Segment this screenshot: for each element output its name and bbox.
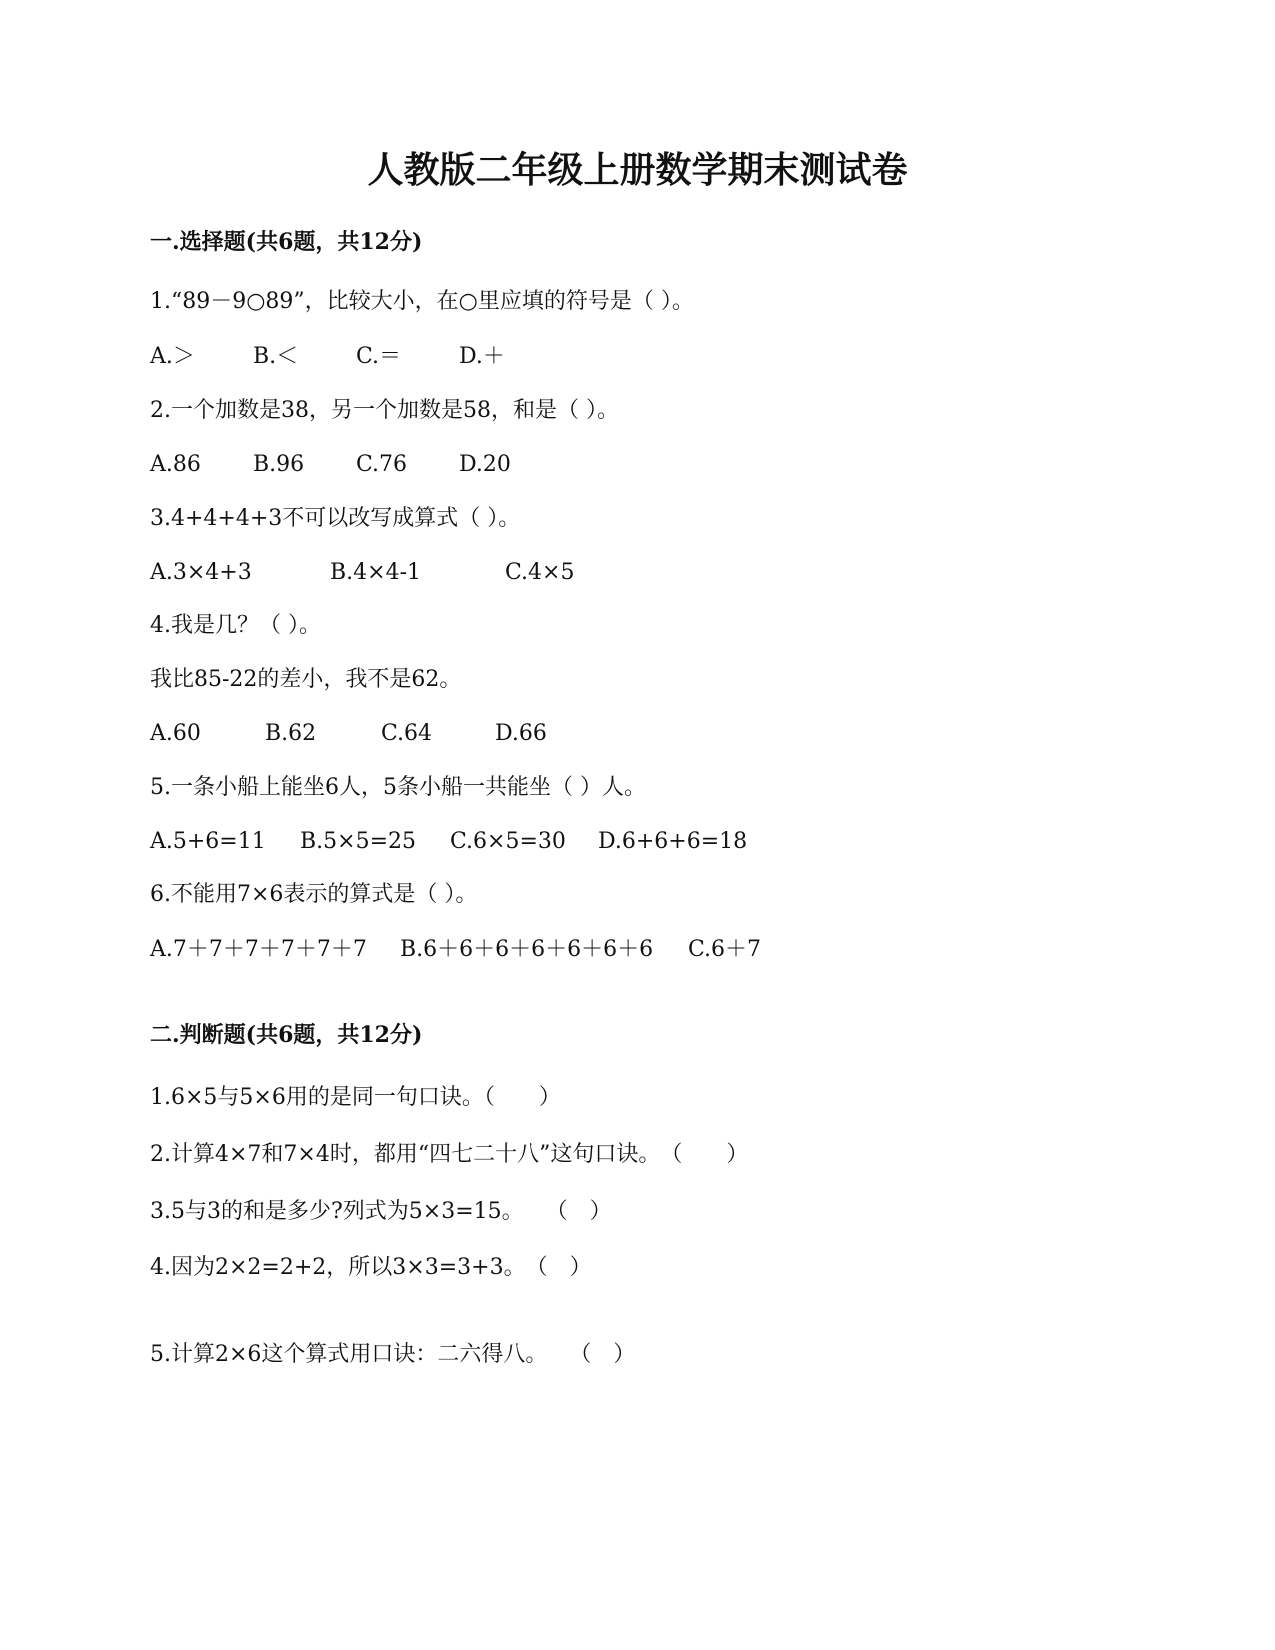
question-text: 5.一条小船上能坐6人，5条小船一共能坐（ ）人。 [150,775,646,800]
section-heading-choice: 一.选择题(共6题，共12分) [150,229,423,255]
judgement-item: 1.6×5与5×6用的是同一句口诀。（ ） [150,1085,561,1110]
option: A.3×4+3 [150,560,252,585]
option: B.5×5=25 [300,829,417,854]
option: A.86 [150,452,201,477]
question-text: 1.“89－9○89”，比较大小，在○里应填的符号是（ ）。 [150,289,694,314]
question-text: 4.我是几？（ ）。 [150,613,321,638]
question-text: 3.4+4+4+3不可以改写成算式（ ）。 [150,506,521,531]
judgement-item: 3.5与3的和是多少?列式为5×3=15。 （ ） [150,1199,612,1224]
question-extra-text: 我比85-22的差小，我不是62。 [150,667,462,692]
page-title: 人教版二年级上册数学期末测试卷 [367,149,908,191]
option: D.＋ [459,344,505,369]
option: A.7＋7＋7＋7＋7＋7 [150,937,367,962]
option: B.62 [265,721,317,746]
option: B.＜ [253,344,299,369]
judgement-item: 5.计算2×6这个算式用口诀：二六得八。 （ ） [150,1342,636,1367]
option: C.4×5 [505,560,575,585]
option: C.6×5=30 [450,829,566,854]
option: D.66 [495,721,547,746]
section-heading-judgement: 二.判断题(共6题，共12分) [150,1022,423,1048]
judgement-item: 2.计算4×7和7×4时，都用“四七二十八”这句口诀。 （ ） [150,1142,749,1167]
judgement-item: 4.因为2×2=2+2，所以3×3=3+3。 （ ） [150,1255,592,1280]
option: D.20 [459,452,511,477]
option: A.5+6=11 [150,829,266,854]
option: B.4×4-1 [330,560,422,585]
option: B.6＋6＋6＋6＋6＋6＋6 [400,937,654,962]
option: C.76 [356,452,408,477]
question-text: 6.不能用7×6表示的算式是（ ）。 [150,882,478,907]
question-text: 2.一个加数是38，另一个加数是58，和是（ ）。 [150,398,619,423]
option: C.6＋7 [688,937,762,962]
option: C.＝ [356,344,402,369]
option: B.96 [253,452,305,477]
option: A.60 [150,721,201,746]
option: C.64 [381,721,433,746]
option: D.6+6+6=18 [598,829,748,854]
option: A.＞ [150,344,195,369]
